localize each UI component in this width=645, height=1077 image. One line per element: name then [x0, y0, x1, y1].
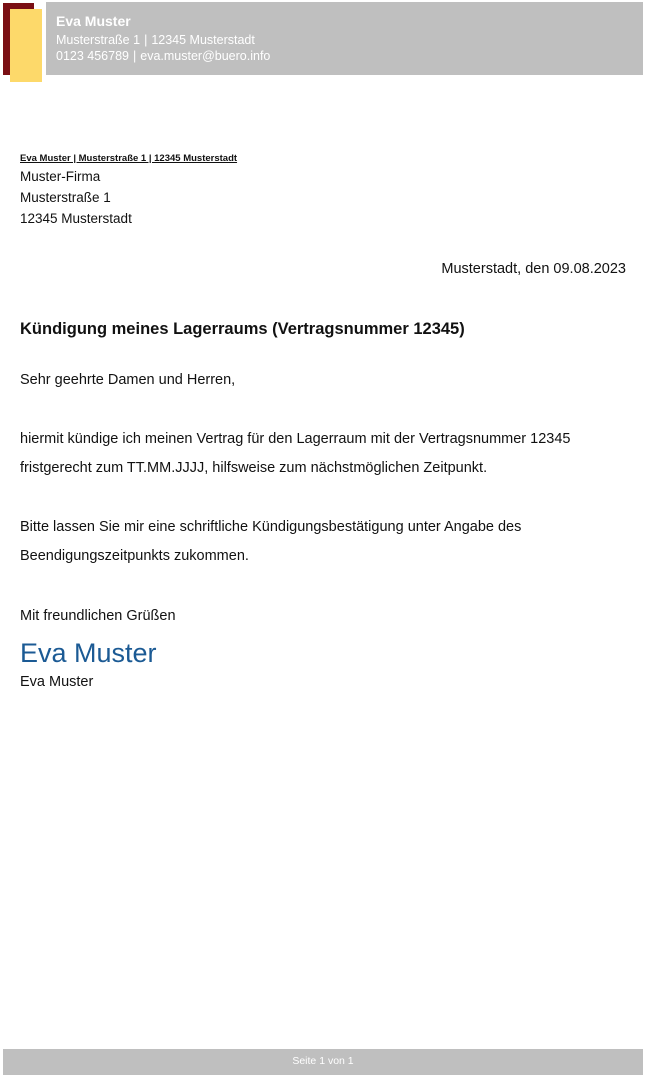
recipient-company: Muster-Firma [20, 169, 101, 184]
closing: Mit freundlichen Grüßen [20, 608, 176, 624]
body-paragraph-1-line-2: fristgerecht zum TT.MM.JJJJ, hilfsweise zum nächstmöglichen Zeitpunkt. [20, 460, 488, 476]
body-paragraph-2-line-2: Beendigungszeitpunkts zukommen. [20, 548, 249, 564]
typed-name: Eva Muster [20, 674, 94, 690]
separator: | [144, 33, 148, 47]
header-accent-yellow-bar [10, 9, 42, 82]
sender-email: eva.muster@buero.info [140, 49, 271, 63]
body-paragraph-1-line-1: hiermit kündige ich meinen Vertrag für den Lagerraum mit der Vertragsnummer 12345 [20, 431, 571, 447]
recipient-city: 12345 Musterstadt [20, 211, 132, 226]
sender-city: 12345 Musterstadt [151, 33, 255, 47]
sender-phone: 0123 456789 [56, 49, 129, 63]
sender-name: Eva Muster [56, 13, 131, 29]
letter-date: Musterstadt, den 09.08.2023 [441, 261, 626, 277]
body-paragraph-2-line-1: Bitte lassen Sie mir eine schriftliche Kündigungsbestätigung unter Angabe des [20, 519, 522, 535]
letter-subject: Kündigung meines Lagerraums (Vertragsnummer 12345) [20, 320, 465, 338]
salutation: Sehr geehrte Damen und Herren, [20, 372, 236, 388]
sender-contact-line [56, 49, 270, 63]
return-address-line: Eva Muster | Musterstraße 1 | 12345 Musterstadt [20, 153, 238, 164]
sender-address-line [56, 33, 255, 47]
sender-street: Musterstraße 1 [56, 33, 141, 47]
signature: Eva Muster [20, 638, 157, 668]
recipient-street: Musterstraße 1 [20, 190, 111, 205]
separator: | [133, 49, 137, 63]
page-number: Seite 1 von 1 [292, 1055, 354, 1067]
